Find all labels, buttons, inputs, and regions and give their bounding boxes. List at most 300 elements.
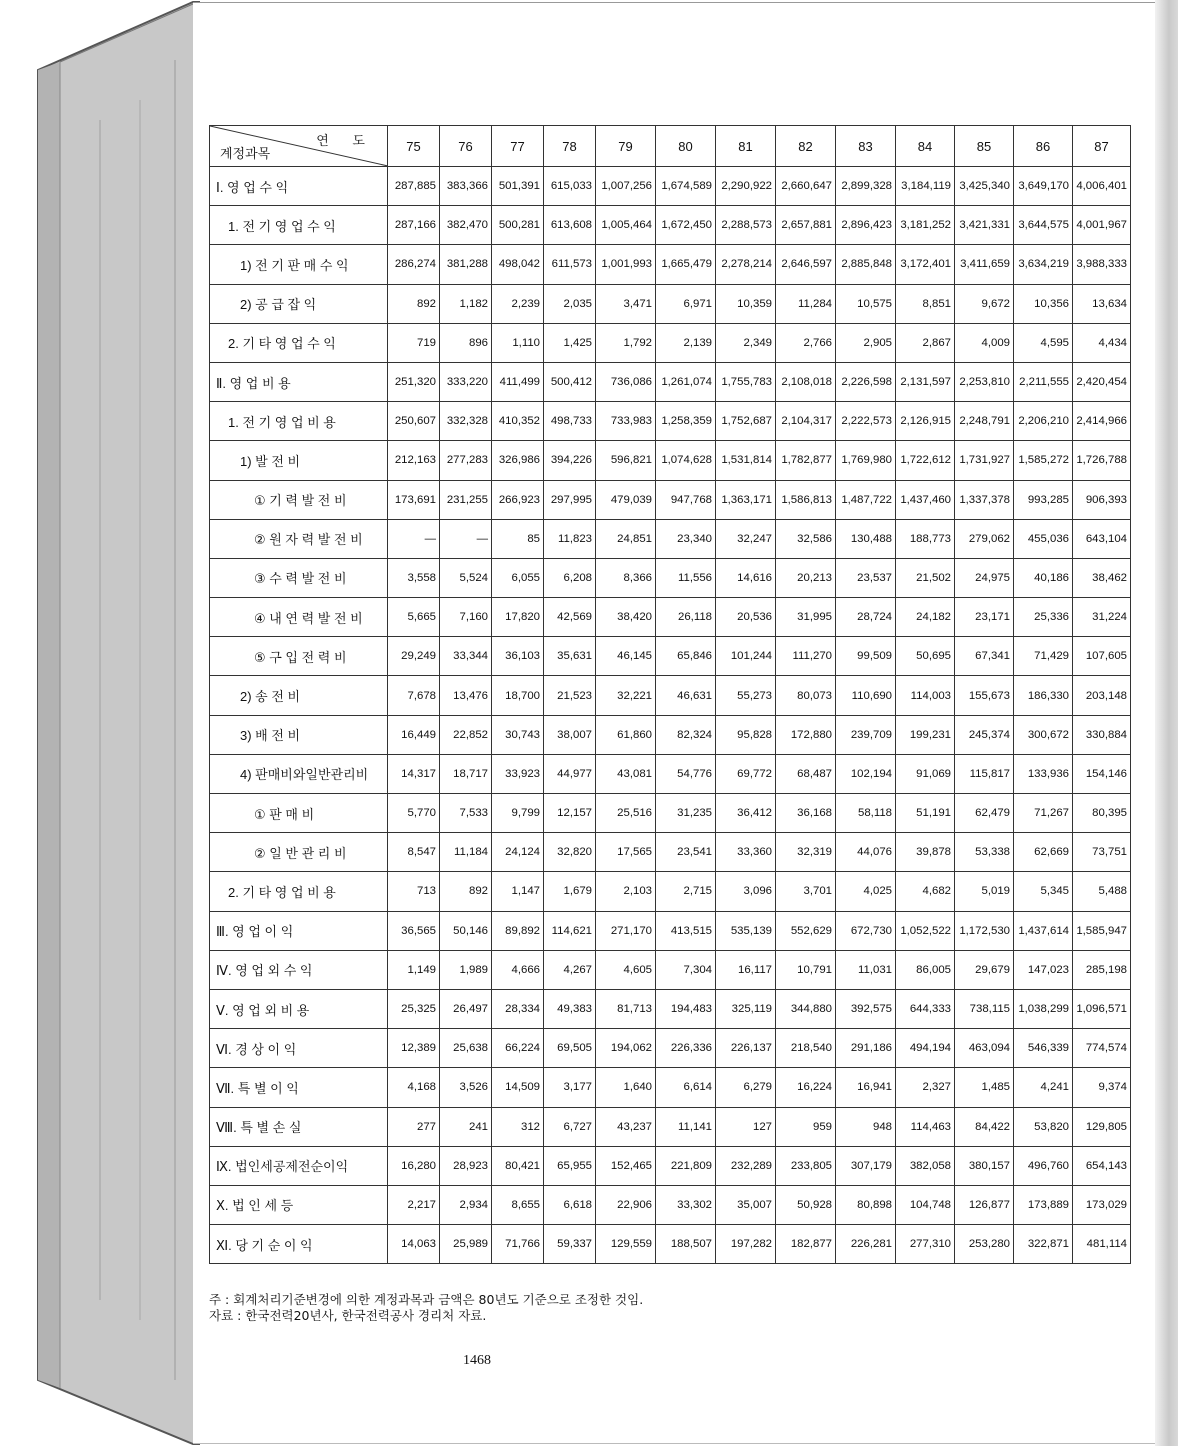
table-cell: 5,019 [955, 872, 1014, 911]
table-cell: 12,157 [544, 794, 596, 833]
table-cell: — [388, 519, 440, 558]
table-cell: 226,281 [836, 1225, 896, 1264]
row-label: 3) 배 전 비 [210, 715, 388, 754]
table-cell: 1,989 [440, 950, 492, 989]
table-cell: 1,755,783 [716, 362, 776, 401]
table-cell: 14,063 [388, 1225, 440, 1264]
row-label: Ⅲ. 영 업 이 익 [210, 911, 388, 950]
table-cell: 1,640 [596, 1068, 656, 1107]
table-cell: 3,526 [440, 1068, 492, 1107]
table-cell: 11,284 [776, 284, 836, 323]
table-cell: 3,181,252 [896, 206, 955, 245]
table-cell: 11,031 [836, 950, 896, 989]
table-cell: 199,231 [896, 715, 955, 754]
table-cell: 111,270 [776, 637, 836, 676]
table-cell: 643,104 [1073, 519, 1131, 558]
row-label: ③ 수 력 발 전 비 [210, 558, 388, 597]
table-cell: 4,666 [492, 950, 544, 989]
table-cell: 147,023 [1014, 950, 1073, 989]
table-row [210, 323, 1131, 362]
table-cell: 11,184 [440, 833, 492, 872]
table-cell: 1,672,450 [656, 206, 716, 245]
table-cell: 906,393 [1073, 480, 1131, 519]
table-row [210, 715, 1131, 754]
year-header: 75 [388, 126, 440, 167]
table-cell: 479,039 [596, 480, 656, 519]
table-cell: 2,349 [716, 323, 776, 362]
table-row [210, 833, 1131, 872]
table-row [210, 284, 1131, 323]
table-cell: 127 [716, 1107, 776, 1146]
table-cell: 7,533 [440, 794, 492, 833]
table-cell: 2,222,573 [836, 402, 896, 441]
row-label: ② 원 자 력 발 전 비 [210, 519, 388, 558]
table-cell: 4,001,967 [1073, 206, 1131, 245]
table-cell: 300,672 [1014, 715, 1073, 754]
table-cell: 1,363,171 [716, 480, 776, 519]
table-cell: 3,634,219 [1014, 245, 1073, 284]
table-cell: 30,743 [492, 715, 544, 754]
table-cell: 322,871 [1014, 1225, 1073, 1264]
table-cell: 39,878 [896, 833, 955, 872]
table-cell: 23,340 [656, 519, 716, 558]
table-cell: 23,541 [656, 833, 716, 872]
table-cell: 12,389 [388, 1029, 440, 1068]
table-cell: 3,425,340 [955, 167, 1014, 206]
table-cell: 107,605 [1073, 637, 1131, 676]
page-number: 1468 [463, 1353, 491, 1368]
table-row [210, 480, 1131, 519]
table-cell: 615,033 [544, 167, 596, 206]
table-cell: 993,285 [1014, 480, 1073, 519]
table-cell: 22,852 [440, 715, 492, 754]
table-cell: 380,157 [955, 1146, 1014, 1185]
table-cell: 644,333 [896, 989, 955, 1028]
table-row [210, 1068, 1131, 1107]
table-cell: 173,889 [1014, 1185, 1073, 1224]
table-row [210, 402, 1131, 441]
table-cell: 2,646,597 [776, 245, 836, 284]
table-cell: 49,383 [544, 989, 596, 1028]
table-cell: 8,366 [596, 558, 656, 597]
table-cell: 277,310 [896, 1225, 955, 1264]
table-cell: 21,523 [544, 676, 596, 715]
footnotes [209, 1292, 643, 1324]
table-cell: 245,374 [955, 715, 1014, 754]
table-cell: 4,025 [836, 872, 896, 911]
table-cell: 2,766 [776, 323, 836, 362]
table-cell: 82,324 [656, 715, 716, 754]
table-cell: 2,248,791 [955, 402, 1014, 441]
table-cell: 85 [492, 519, 544, 558]
table-cell: 481,114 [1073, 1225, 1131, 1264]
table-cell: 277 [388, 1107, 440, 1146]
table-cell: 8,547 [388, 833, 440, 872]
table-cell: 611,573 [544, 245, 596, 284]
table-cell: 4,006,401 [1073, 167, 1131, 206]
table-cell: 5,488 [1073, 872, 1131, 911]
table-cell: 1,001,993 [596, 245, 656, 284]
table-row [210, 1029, 1131, 1068]
table-cell: 733,983 [596, 402, 656, 441]
table-cell: 613,608 [544, 206, 596, 245]
table-cell: 1,752,687 [716, 402, 776, 441]
table-cell: 2,211,555 [1014, 362, 1073, 401]
table-cell: 173,029 [1073, 1185, 1131, 1224]
table-cell: 2,899,328 [836, 167, 896, 206]
table-body [210, 167, 1131, 1264]
row-label: Ⅶ. 특 별 이 익 [210, 1068, 388, 1107]
table-cell: 50,928 [776, 1185, 836, 1224]
table-cell: 2,226,598 [836, 362, 896, 401]
table-cell: 3,172,401 [896, 245, 955, 284]
table-cell: 392,575 [836, 989, 896, 1028]
table-cell: 71,766 [492, 1225, 544, 1264]
table-cell: 1,052,522 [896, 911, 955, 950]
income-statement-table [209, 125, 1131, 1264]
table-cell: 2,905 [836, 323, 896, 362]
table-cell: 1,665,479 [656, 245, 716, 284]
table-cell: 29,679 [955, 950, 1014, 989]
table-cell: 194,062 [596, 1029, 656, 1068]
table-cell: 1,096,571 [1073, 989, 1131, 1028]
table-cell: 251,320 [388, 362, 440, 401]
table-cell: 2,934 [440, 1185, 492, 1224]
table-cell: 3,177 [544, 1068, 596, 1107]
table-cell: 1,149 [388, 950, 440, 989]
table-cell: 25,336 [1014, 598, 1073, 637]
table-cell: 218,540 [776, 1029, 836, 1068]
table-cell: 65,955 [544, 1146, 596, 1185]
table-cell: 2,867 [896, 323, 955, 362]
table-cell: 62,479 [955, 794, 1014, 833]
table-cell: 61,860 [596, 715, 656, 754]
table-cell: 33,360 [716, 833, 776, 872]
table-cell: 17,820 [492, 598, 544, 637]
table-cell: 291,186 [836, 1029, 896, 1068]
table-cell: 46,145 [596, 637, 656, 676]
table-cell: 46,631 [656, 676, 716, 715]
table-cell: 13,634 [1073, 284, 1131, 323]
table-cell: 455,036 [1014, 519, 1073, 558]
table-cell: 80,898 [836, 1185, 896, 1224]
table-cell: 91,069 [896, 754, 955, 793]
table-cell: 43,237 [596, 1107, 656, 1146]
table-cell: 2,715 [656, 872, 716, 911]
table-cell: 36,565 [388, 911, 440, 950]
table-cell: 20,536 [716, 598, 776, 637]
table-cell: 51,191 [896, 794, 955, 833]
page-edge-shadow [1155, 0, 1178, 1446]
table-cell: 2,108,018 [776, 362, 836, 401]
row-label: ④ 내 연 력 발 전 비 [210, 598, 388, 637]
table-cell: 18,717 [440, 754, 492, 793]
table-cell: 172,880 [776, 715, 836, 754]
table-cell: 89,892 [492, 911, 544, 950]
table-cell: 203,148 [1073, 676, 1131, 715]
table-cell: 126,877 [955, 1185, 1014, 1224]
table-cell: 24,851 [596, 519, 656, 558]
table-cell: 413,515 [656, 911, 716, 950]
table-cell: 3,421,331 [955, 206, 1014, 245]
table-cell: 6,727 [544, 1107, 596, 1146]
table-cell: 333,220 [440, 362, 492, 401]
year-header: 86 [1014, 126, 1073, 167]
table-cell: 21,502 [896, 558, 955, 597]
table-cell: 29,249 [388, 637, 440, 676]
row-label: 1. 전 기 영 업 수 익 [210, 206, 388, 245]
table-cell: 25,638 [440, 1029, 492, 1068]
table-cell: 1,731,927 [955, 441, 1014, 480]
table-cell: 3,184,119 [896, 167, 955, 206]
table-cell: 286,274 [388, 245, 440, 284]
table-row [210, 245, 1131, 284]
table-cell: 2,288,573 [716, 206, 776, 245]
table-cell: 9,799 [492, 794, 544, 833]
table-cell: 713 [388, 872, 440, 911]
table-cell: 114,003 [896, 676, 955, 715]
table-row [210, 754, 1131, 793]
table-cell: 86,005 [896, 950, 955, 989]
table-cell: 40,186 [1014, 558, 1073, 597]
table-cell: 36,412 [716, 794, 776, 833]
row-label: 1) 발 전 비 [210, 441, 388, 480]
table-cell: 948 [836, 1107, 896, 1146]
table-cell: 20,213 [776, 558, 836, 597]
year-header: 82 [776, 126, 836, 167]
table-cell: 947,768 [656, 480, 716, 519]
table-cell: 2,253,810 [955, 362, 1014, 401]
table-cell: 38,007 [544, 715, 596, 754]
table-cell: 277,283 [440, 441, 492, 480]
table-cell: 36,103 [492, 637, 544, 676]
table-cell: 1,425 [544, 323, 596, 362]
year-header: 87 [1073, 126, 1131, 167]
table-row [210, 1107, 1131, 1146]
year-header: 78 [544, 126, 596, 167]
table-cell: 80,421 [492, 1146, 544, 1185]
table-row [210, 989, 1131, 1028]
table-cell: 3,471 [596, 284, 656, 323]
table-cell: 16,224 [776, 1068, 836, 1107]
table-cell: 4,241 [1014, 1068, 1073, 1107]
table-cell: 99,509 [836, 637, 896, 676]
table-cell: 25,989 [440, 1225, 492, 1264]
table-cell: 1,769,980 [836, 441, 896, 480]
table-row [210, 637, 1131, 676]
table-cell: 182,877 [776, 1225, 836, 1264]
table-cell: 5,524 [440, 558, 492, 597]
table-cell: 13,476 [440, 676, 492, 715]
table-cell: 383,366 [440, 167, 492, 206]
table-cell: 11,556 [656, 558, 716, 597]
table-cell: 4,009 [955, 323, 1014, 362]
header-account-label: 계정과목 [220, 146, 271, 161]
footnote-note: 주 : 회계처리기준변경에 의한 계정과목과 금액은 80년도 기준으로 조정한 것임. [209, 1292, 644, 1307]
table-cell: 31,995 [776, 598, 836, 637]
table-cell: 35,631 [544, 637, 596, 676]
table-cell: 188,773 [896, 519, 955, 558]
table-cell: — [440, 519, 492, 558]
table-row [210, 950, 1131, 989]
row-label: ② 일 반 관 리 비 [210, 833, 388, 872]
table-cell: 1,674,589 [656, 167, 716, 206]
table-cell: 241 [440, 1107, 492, 1146]
table-cell: 2,278,214 [716, 245, 776, 284]
table-cell: 6,208 [544, 558, 596, 597]
table-cell: 221,809 [656, 1146, 716, 1185]
row-label: Ⅰ. 영 업 수 익 [210, 167, 388, 206]
table-cell: 2,139 [656, 323, 716, 362]
table-cell: 253,280 [955, 1225, 1014, 1264]
table-cell: 66,224 [492, 1029, 544, 1068]
year-header: 79 [596, 126, 656, 167]
table-cell: 410,352 [492, 402, 544, 441]
table-cell: 33,344 [440, 637, 492, 676]
table-cell: 32,820 [544, 833, 596, 872]
table-cell: 32,586 [776, 519, 836, 558]
table-cell: 95,828 [716, 715, 776, 754]
table-cell: 2,217 [388, 1185, 440, 1224]
year-header: 83 [836, 126, 896, 167]
table-cell: 155,673 [955, 676, 1014, 715]
table-cell: 546,339 [1014, 1029, 1073, 1068]
row-label: Ⅺ. 당 기 순 이 익 [210, 1225, 388, 1264]
table-cell: 239,709 [836, 715, 896, 754]
row-label: Ⅷ. 특 별 손 실 [210, 1107, 388, 1146]
table-cell: 212,163 [388, 441, 440, 480]
table-cell: 32,247 [716, 519, 776, 558]
table-cell: 10,359 [716, 284, 776, 323]
table-cell: 44,977 [544, 754, 596, 793]
table-cell: 1,782,877 [776, 441, 836, 480]
table-cell: 38,420 [596, 598, 656, 637]
table-header-row [210, 126, 1131, 167]
table-cell: 33,302 [656, 1185, 716, 1224]
table-cell: 774,574 [1073, 1029, 1131, 1068]
table-cell: 1,586,813 [776, 480, 836, 519]
table-cell: 3,411,659 [955, 245, 1014, 284]
table-cell: 2,126,915 [896, 402, 955, 441]
year-header: 85 [955, 126, 1014, 167]
row-label: ⑤ 구 입 전 력 비 [210, 637, 388, 676]
table-cell: 194,483 [656, 989, 716, 1028]
table-cell: 7,160 [440, 598, 492, 637]
table-cell: 8,655 [492, 1185, 544, 1224]
year-header: 81 [716, 126, 776, 167]
table-cell: 26,118 [656, 598, 716, 637]
header-corner-cell [210, 126, 388, 167]
table-row [210, 794, 1131, 833]
table-cell: 14,509 [492, 1068, 544, 1107]
table-cell: 42,569 [544, 598, 596, 637]
table-cell: 226,336 [656, 1029, 716, 1068]
table-cell: 2,420,454 [1073, 362, 1131, 401]
table-cell: 6,971 [656, 284, 716, 323]
table-cell: 152,465 [596, 1146, 656, 1185]
table-cell: 130,488 [836, 519, 896, 558]
table-cell: 279,062 [955, 519, 1014, 558]
table-cell: 6,279 [716, 1068, 776, 1107]
table-cell: 129,805 [1073, 1107, 1131, 1146]
table-cell: 2,657,881 [776, 206, 836, 245]
row-label: 1) 전 기 판 매 수 익 [210, 245, 388, 284]
table-cell: 1,585,947 [1073, 911, 1131, 950]
table-cell: 498,042 [492, 245, 544, 284]
table-cell: 381,288 [440, 245, 492, 284]
table-cell: 1,258,359 [656, 402, 716, 441]
table-cell: 654,143 [1073, 1146, 1131, 1185]
table-cell: 114,463 [896, 1107, 955, 1146]
table-cell: 33,923 [492, 754, 544, 793]
table-cell: 10,356 [1014, 284, 1073, 323]
table-cell: 250,607 [388, 402, 440, 441]
table-cell: 68,487 [776, 754, 836, 793]
table-cell: 287,885 [388, 167, 440, 206]
table-cell: 14,317 [388, 754, 440, 793]
table-cell: 382,058 [896, 1146, 955, 1185]
table-cell: 1,487,722 [836, 480, 896, 519]
row-label: Ⅳ. 영 업 외 수 익 [210, 950, 388, 989]
table-row [210, 598, 1131, 637]
table-cell: 1,172,530 [955, 911, 1014, 950]
table-cell: 1,437,460 [896, 480, 955, 519]
table-cell: 1,074,628 [656, 441, 716, 480]
table-row [210, 1225, 1131, 1264]
table-cell: 16,449 [388, 715, 440, 754]
table-cell: 67,341 [955, 637, 1014, 676]
table-cell: 80,073 [776, 676, 836, 715]
row-label: 2) 공 급 잡 익 [210, 284, 388, 323]
table-cell: 9,374 [1073, 1068, 1131, 1107]
table-cell: 36,168 [776, 794, 836, 833]
table-cell: 736,086 [596, 362, 656, 401]
table-cell: 3,988,333 [1073, 245, 1131, 284]
table-cell: 80,395 [1073, 794, 1131, 833]
table-row [210, 872, 1131, 911]
table-row [210, 1185, 1131, 1224]
year-header: 77 [492, 126, 544, 167]
table-cell: 25,516 [596, 794, 656, 833]
table-cell: 5,345 [1014, 872, 1073, 911]
table-row [210, 676, 1131, 715]
table-cell: 4,682 [896, 872, 955, 911]
table-cell: 38,462 [1073, 558, 1131, 597]
table-cell: 1,531,814 [716, 441, 776, 480]
table-cell: 186,330 [1014, 676, 1073, 715]
table-cell: 54,776 [656, 754, 716, 793]
table-cell: 332,328 [440, 402, 492, 441]
table-cell: 1,792 [596, 323, 656, 362]
table-cell: 535,139 [716, 911, 776, 950]
table-cell: 500,412 [544, 362, 596, 401]
table-cell: 23,171 [955, 598, 1014, 637]
table-cell: 50,146 [440, 911, 492, 950]
table-cell: 69,505 [544, 1029, 596, 1068]
row-label: 1. 전 기 영 업 비 용 [210, 402, 388, 441]
table-cell: 1,110 [492, 323, 544, 362]
table-cell: 173,691 [388, 480, 440, 519]
document-page [193, 2, 1155, 1444]
table-cell: 7,304 [656, 950, 716, 989]
table-cell: 3,649,170 [1014, 167, 1073, 206]
table-cell: 44,076 [836, 833, 896, 872]
table-row [210, 519, 1131, 558]
table-row [210, 362, 1131, 401]
table-cell: 101,244 [716, 637, 776, 676]
table-cell: 500,281 [492, 206, 544, 245]
table-cell: 1,038,299 [1014, 989, 1073, 1028]
